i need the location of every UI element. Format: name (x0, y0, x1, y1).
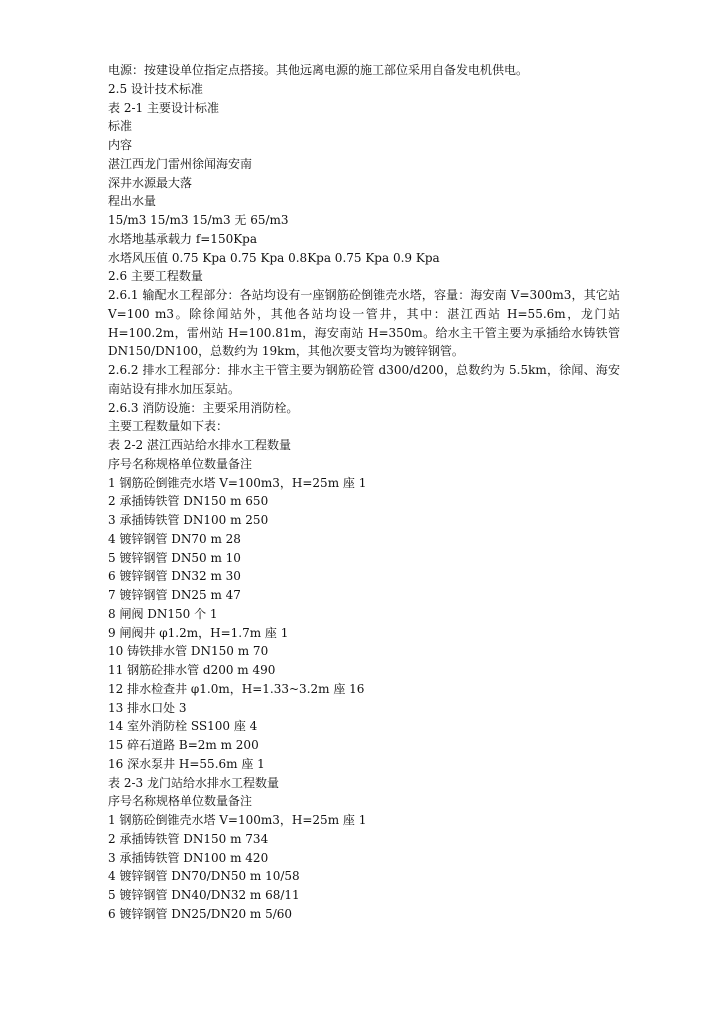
table-header-line: 序号名称规格单位数量备注 (108, 456, 253, 471)
section-heading: 2.5 设计技术标准 (108, 81, 203, 96)
table-caption: 表 2-2 湛江西站给水排水工程数量 (108, 438, 291, 452)
text-line: 主要工程数量如下表： (108, 419, 229, 434)
text-line: 标准 (108, 119, 133, 134)
table-row-line: 15 碎石道路 B=2m m 200 (108, 738, 259, 752)
table-row-line: 13 排水口处 3 (108, 700, 187, 715)
table-row-line: 7 镀锌钢管 DN25 m 47 (108, 588, 241, 602)
table-row-line: 4 镀锌钢管 DN70 m 28 (108, 531, 241, 546)
table-header-line: 序号名称规格单位数量备注 (108, 794, 253, 809)
table-row-line: 14 室外消防栓 SS100 座 4 (108, 719, 258, 734)
table-row-line: 2 承插铸铁管 DN150 m 734 (108, 831, 269, 846)
table-row-line: 10 铸铁排水管 DN150 m 70 (108, 644, 269, 659)
table-row-line: 6 镀锌钢管 DN32 m 30 (108, 569, 241, 584)
table-row-line: 6 镀锌钢管 DN25/DN20 m 5/60 (108, 906, 293, 921)
table-row-line: 1 钢筋砼倒锥壳水塔 V=100m3，H=25m 座 1 (108, 813, 367, 827)
table-row-line: 2 承插铸铁管 DN150 m 650 (108, 494, 269, 509)
table-row-line: 5 镀锌钢管 DN40/DN32 m 68/11 (108, 888, 300, 902)
table-caption: 表 2-1 主要设计标准 (108, 100, 219, 115)
table-row-line: 16 深水泵井 H=55.6m 座 1 (108, 756, 265, 771)
table-caption: 表 2-3 龙门站给水排水工程数量 (108, 775, 279, 790)
table-row-line: 9 闸阀井 φ1.2m，H=1.7m 座 1 (108, 625, 289, 640)
text-line: 水塔地基承载力 f=150Kpa (108, 231, 258, 246)
paragraph-water-supply: 2.6.1 输配水工程部分：各站均设有一座钢筋砼倒锥壳水塔，容量：海安南 V=300m3，其它站 V=100 m3。除徐闻站外，其他各站均设一管井，其中：湛江西站 H=55.6m，龙门站 H=100.2m，雷州站 H=100.81m，海安南站 H=350m。给水主干管主要为承插给水铸铁管 DN150/DN100，总数约为 19km，其他次要支管均为镀锌钢管。 (108, 288, 620, 359)
table-row-line: 3 承插铸铁管 DN100 m 420 (108, 850, 269, 865)
table-row-line: 12 排水检查井 φ1.0m，H=1.33~3.2m 座 16 (108, 681, 365, 696)
table-row-line: 1 钢筋砼倒锥壳水塔 V=100m3，H=25m 座 1 (108, 475, 367, 490)
text-line: 2.6.3 消防设施：主要采用消防栓。 (108, 400, 299, 415)
text-line: 深井水源最大落 (108, 175, 193, 190)
text-line: 内容 (108, 138, 133, 152)
table-row-line: 11 钢筋砼排水管 d200 m 490 (108, 663, 276, 677)
table-row-line: 4 镀锌钢管 DN70/DN50 m 10/58 (108, 869, 300, 884)
document-page (108, 61, 620, 924)
section-heading: 2.6 主要工程数量 (108, 269, 203, 284)
table-row-line: 5 镀锌钢管 DN50 m 10 (108, 550, 241, 565)
paragraph-drainage: 2.6.2 排水工程部分：排水主干管主要为钢筋砼管 d300/d200，总数约为 5.5km，徐闻、海安南站设有排水加压泵站。 (108, 363, 620, 396)
text-line: 程出水量 (108, 194, 157, 209)
text-line: 15/m3 15/m3 15/m3 无 65/m3 (108, 213, 289, 227)
table-row-line: 3 承插铸铁管 DN100 m 250 (108, 513, 269, 527)
text-line: 水塔风压值 0.75 Kpa 0.75 Kpa 0.8Kpa 0.75 Kpa 0.9 Kpa (108, 250, 440, 265)
text-line: 电源：按建设单位指定点搭接。其他远离电源的施工部位采用自备发电机供电。 (108, 63, 529, 77)
text-line: 湛江西龙门雷州徐闻海安南 (108, 156, 253, 171)
table-row-line: 8 闸阀 DN150 个 1 (108, 606, 218, 621)
